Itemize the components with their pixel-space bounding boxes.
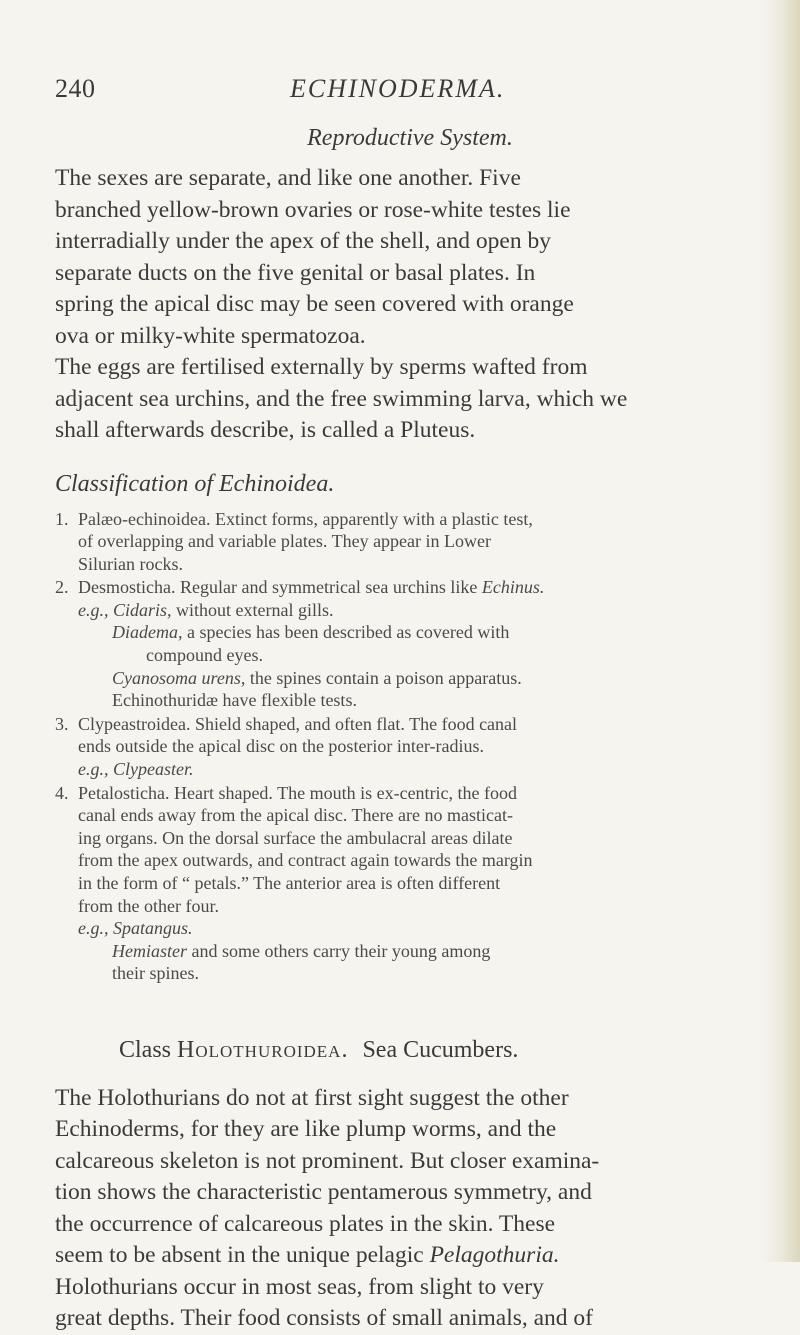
text-line: Palæo-echinoidea. Extinct forms, apparently with a plastic test, [78, 508, 533, 529]
text-run: seem to be absent in the unique pelagic [55, 1242, 430, 1269]
text-line [78, 917, 765, 940]
text-run: without external gills. [171, 599, 334, 620]
list-number: 4. [55, 782, 69, 803]
text-line: ova or milky-white spermatozoa. [55, 322, 366, 349]
list-number: 3. [55, 713, 69, 734]
text-line: The eggs are fertilised externally by sperms wafted from [55, 354, 588, 380]
class-heading [119, 1037, 765, 1069]
text-line: of overlapping and variable plates. They appear in Lower [78, 531, 492, 552]
text-run: and some others carry their young among [187, 940, 491, 961]
genus-name: Spatangus. [113, 918, 193, 939]
text-line: calcareous skeleton is not prominent. But closer examina- [55, 1147, 600, 1174]
page-content [55, 125, 765, 1335]
text-line: compound eyes. [146, 645, 263, 666]
running-head: ECHINODERMA. [290, 74, 506, 103]
text-line [55, 1240, 765, 1272]
list-number: 2. [55, 577, 69, 598]
text-line: tion shows the characteristic pentamerous symmetry, and [55, 1179, 592, 1206]
text-line: great depths. Their food consists of small animals, and of [55, 1305, 593, 1332]
text-line: adjacent sea urchins, and the free swimming larva, which we [55, 385, 628, 412]
genus-name: Cidaris, [113, 599, 172, 620]
eg-label: e.g., [78, 599, 109, 620]
text-line: Holothurians occur in most seas, from slight to very [55, 1273, 544, 1300]
text-line: Echinoderms, for they are like plump worms, and the [55, 1116, 557, 1143]
text-line [78, 599, 765, 622]
genus-name: Diadema, [112, 622, 183, 643]
text-line: their spines. [112, 963, 199, 984]
text-line: separate ducts on the five genital or basal plates. In [55, 259, 536, 286]
text-line: in the form of “ petals.” The anterior area is often different [78, 873, 501, 893]
text-line: ing organs. On the dorsal surface the ambulacral areas dilate [78, 827, 513, 848]
list-number: 1. [55, 508, 69, 529]
class-name: Holothuroidea. [177, 1036, 349, 1063]
text-line: canal ends away from the apical disc. There are no masticat- [78, 805, 513, 826]
page-header [0, 74, 800, 114]
page-number: 240 [55, 74, 96, 103]
text-line: Echinothuridæ have flexible tests. [112, 690, 357, 711]
text-line: Clypeastroidea. Shield shaped, and often flat. The food canal [78, 713, 518, 734]
text-run: the spines contain a poison apparatus. [245, 667, 522, 688]
text-line: The Holothurians do not at first sight suggest the other [55, 1084, 569, 1111]
eg-label: e.g., [78, 759, 109, 780]
page-edge-shading [762, 0, 800, 1262]
text-line [78, 667, 765, 690]
holothurians-paragraph [55, 1083, 765, 1335]
text-line: from the apex outwards, and contract again towards the margin [78, 850, 533, 871]
text-line: Silurian rocks. [78, 553, 183, 574]
class-label: Class [119, 1036, 172, 1063]
genus-name: Pelagothuria. [429, 1242, 560, 1269]
text-line: interradially under the apex of the shell, and open by [55, 228, 551, 254]
reproductive-system-paragraph [55, 163, 765, 447]
genus-name: Clypeaster. [113, 759, 194, 780]
classification-list [55, 508, 765, 985]
text-run: a species has been described as covered with [182, 622, 510, 643]
text-line: The sexes are separate, and like one another. Five [55, 165, 521, 191]
text-line: the occurrence of calcareous plates in the skin. These [55, 1210, 556, 1237]
text-line [78, 576, 765, 599]
list-item-clypeastroidea [55, 713, 765, 781]
list-item-petalosticha [55, 782, 765, 985]
genus-name: Cyanosoma urens, [112, 667, 246, 688]
list-item-desmosticha [55, 576, 765, 712]
genus-name: Hemiaster [112, 940, 187, 961]
text-line [78, 758, 765, 781]
text-line [78, 940, 765, 963]
reproductive-system-title: Reproductive System. [307, 125, 513, 151]
text-line: branched yellow-brown ovaries or rose-white testes lie [55, 196, 571, 223]
text-line: Petalosticha. Heart shaped. The mouth is ex-centric, the food [78, 782, 518, 803]
list-item-palaeo-echinoidea [55, 508, 765, 576]
text-line [78, 621, 765, 644]
common-name: Sea Cucumbers. [362, 1036, 519, 1063]
text-line: spring the apical disc may be seen covered with orange [55, 291, 574, 317]
text-line: shall afterwards describe, is called a Pluteus. [55, 417, 476, 443]
text-line: from the other four. [78, 895, 219, 916]
eg-label: e.g., [78, 918, 109, 939]
text-line: ends outside the apical disc on the posterior inter-radius. [78, 736, 485, 757]
genus-name: Echinus. [481, 577, 545, 598]
text-run: Desmosticha. Regular and symmetrical sea urchins like [78, 577, 482, 598]
classification-title: Classification of Echinoidea. [55, 470, 335, 497]
